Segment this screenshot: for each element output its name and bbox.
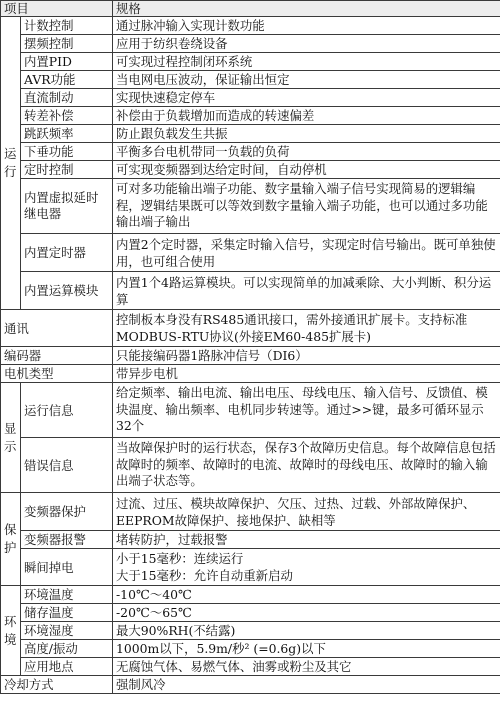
row-item: 环境湿度: [21, 622, 113, 640]
row-spec: 实现快速稳定停车: [113, 89, 500, 107]
table-row: [1, 35, 500, 53]
row-item: 跳跃频率: [21, 125, 113, 143]
row-item: 变频器保护: [21, 493, 113, 531]
row-item: 错误信息: [21, 438, 113, 493]
row-spec: -20℃～65℃: [113, 604, 500, 622]
row-item: 运行信息: [21, 383, 113, 438]
row-spec: 1000m以下，5.9m/秒² (=0.6g)以下: [113, 640, 500, 658]
row-spec: 无腐蚀气体、易燃气体、油雾或粉尘及其它: [113, 658, 500, 676]
group-run: 运行: [1, 17, 21, 310]
row-item: 冷却方式: [1, 676, 113, 694]
row-spec: 内置2个定时器，采集定时输入信号，实现定时信号输出。既可单独使用，也可组合使用: [113, 234, 500, 272]
row-spec: [113, 549, 500, 586]
row-spec: 过流、过压、模块故障保护、欠压、过热、过载、外部故障保护、EEPROM故障保护、接地保护、缺相等: [113, 493, 500, 531]
row-spec: 强制风冷: [113, 676, 500, 694]
row-spec: 可实现过程控制闭环系统: [113, 53, 500, 71]
row-item: 计数控制: [21, 17, 113, 35]
table-row: [1, 272, 500, 310]
row-spec: 应用于纺织卷绕设备: [113, 35, 500, 53]
row-spec: 控制板本身没有RS485通讯接口，需外接通讯扩展卡。支持标准MODBUS-RTU协议(外接EM60-485扩展卡): [113, 310, 500, 347]
row-item: 环境温度: [21, 586, 113, 604]
row-spec: 平衡多台电机带同一负载的负荷: [113, 143, 500, 161]
spec-line: 大于15毫秒：允许自动重新启动: [116, 568, 293, 583]
row-spec: 防止跟负载发生共振: [113, 125, 500, 143]
table-row: [1, 234, 500, 272]
table-row: [1, 658, 500, 676]
row-item: 定时控制: [21, 161, 113, 179]
row-item: 直流制动: [21, 89, 113, 107]
row-item: 电机类型: [1, 365, 113, 383]
table-row: [1, 107, 500, 125]
table-row: [1, 383, 500, 438]
table-row: [1, 53, 500, 71]
table-row: [1, 347, 500, 365]
row-item: 储存温度: [21, 604, 113, 622]
group-display: 显示: [1, 383, 21, 493]
row-item: 通讯: [1, 310, 113, 347]
spec-line: 小于15毫秒：连续运行: [116, 551, 244, 566]
table-row: [1, 143, 500, 161]
table-row: [1, 365, 500, 383]
row-spec: 给定频率、输出电流、输出电压、母线电压、输入信号、反馈值、模块温度、输出频率、电机同步转速等。通过>>键，最多可循环显示32个: [113, 383, 500, 438]
row-spec: 当电网电压波动，保证输出恒定: [113, 71, 500, 89]
table-row: [1, 89, 500, 107]
row-item: 应用地点: [21, 658, 113, 676]
row-item: 转差补偿: [21, 107, 113, 125]
row-item: 内置PID: [21, 53, 113, 71]
row-spec: 内置1个4路运算模块。可以实现简单的加减乘除、大小判断、积分运算: [113, 272, 500, 310]
row-spec: 可实现变频器到达给定时间，自动停机: [113, 161, 500, 179]
row-item: 编码器: [1, 347, 113, 365]
table-row: [1, 622, 500, 640]
table-row: [1, 676, 500, 694]
header-row: [1, 1, 500, 17]
table-row: [1, 310, 500, 347]
group-protect: 保护: [1, 493, 21, 586]
table-row: [1, 549, 500, 586]
row-spec: 带异步电机: [113, 365, 500, 383]
row-spec: -10℃～40℃: [113, 586, 500, 604]
table-row: [1, 640, 500, 658]
table-row: [1, 531, 500, 549]
row-item: 内置虚拟延时继电器: [21, 179, 113, 234]
table-row: [1, 71, 500, 89]
row-spec: 可对多功能输出端子功能、数字量输入端子信号实现简易的逻辑编程，逻辑结果既可以等效到数字量输入端子功能，也可以通过多功能输出端子输出: [113, 179, 500, 234]
table-row: [1, 438, 500, 493]
table-row: [1, 493, 500, 531]
header-item: 项目: [1, 1, 113, 17]
table-row: [1, 125, 500, 143]
row-item: 内置运算模块: [21, 272, 113, 310]
row-item: 摆频控制: [21, 35, 113, 53]
row-spec: 最大90%RH(不结露): [113, 622, 500, 640]
row-item: 瞬间掉电: [21, 549, 113, 586]
row-item: 内置定时器: [21, 234, 113, 272]
row-spec: 只能接编码器1路脉冲信号（DI6）: [113, 347, 500, 365]
table-row: [1, 161, 500, 179]
header-spec: 规格: [113, 1, 500, 17]
table-row: [1, 604, 500, 622]
table-row: [1, 17, 500, 35]
row-item: AVR功能: [21, 71, 113, 89]
row-spec: 通过脉冲输入实现计数功能: [113, 17, 500, 35]
row-item: 下垂功能: [21, 143, 113, 161]
row-item: 变频器报警: [21, 531, 113, 549]
table-row: [1, 586, 500, 604]
row-item: 高度/振动: [21, 640, 113, 658]
row-spec: 堵转防护，过载报警: [113, 531, 500, 549]
row-spec: 当故障保护时的运行状态，保存3个故障历史信息。每个故障信息包括故障时的频率、故障时的电流、故障时的母线电压、故障时的输入输出端子状态等。: [113, 438, 500, 493]
table-row: [1, 179, 500, 234]
group-env: 环境: [1, 586, 21, 676]
row-spec: 补偿由于负载增加而造成的转速偏差: [113, 107, 500, 125]
